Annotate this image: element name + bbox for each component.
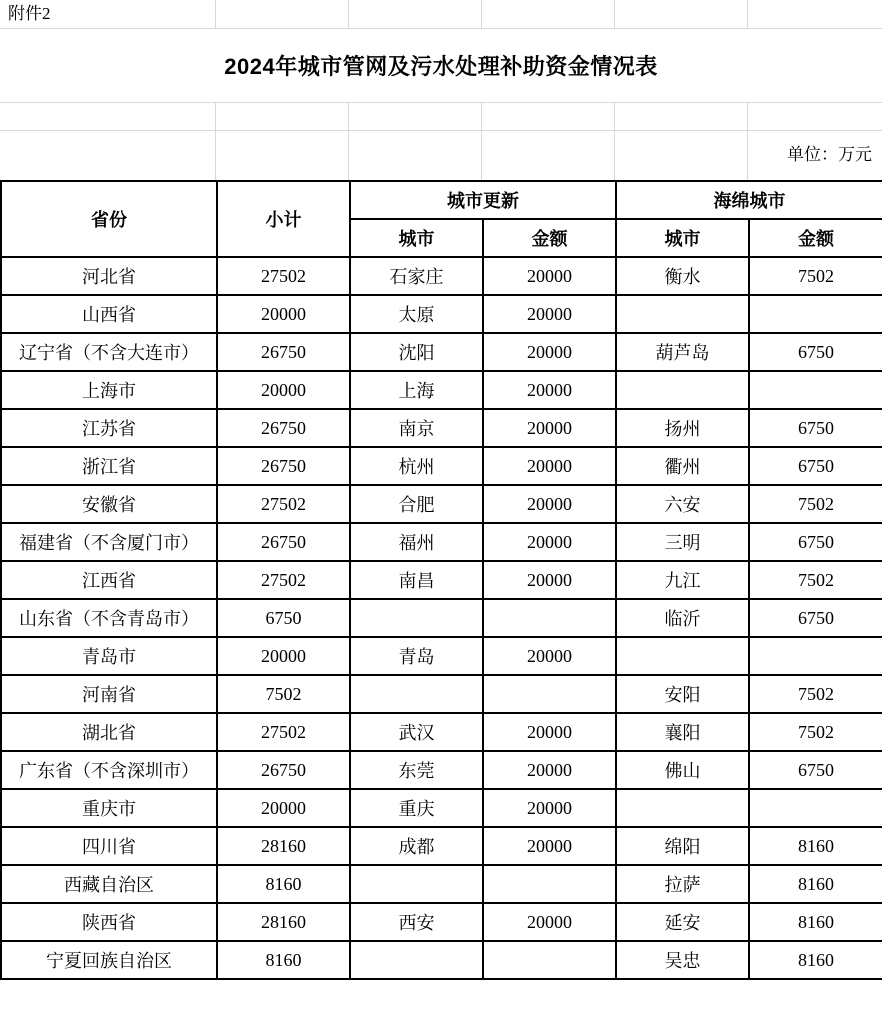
table-row bbox=[1, 257, 882, 295]
empty-grid-row bbox=[0, 103, 882, 131]
grid-cell bbox=[748, 103, 882, 130]
grid-cell bbox=[482, 131, 615, 180]
cell-province: 四川省 bbox=[1, 827, 217, 865]
cell-subtotal: 26750 bbox=[217, 751, 350, 789]
cell-ur-amount: 20000 bbox=[483, 523, 616, 561]
cell-sc-amount: 6750 bbox=[749, 523, 882, 561]
grid-cell bbox=[615, 131, 748, 180]
cell-sc-city bbox=[616, 371, 749, 409]
grid-cell bbox=[482, 0, 615, 28]
cell-sc-city: 六安 bbox=[616, 485, 749, 523]
cell-ur-city: 杭州 bbox=[350, 447, 483, 485]
cell-ur-city: 武汉 bbox=[350, 713, 483, 751]
table-row bbox=[1, 827, 882, 865]
grid-cell bbox=[748, 0, 882, 28]
cell-ur-amount: 20000 bbox=[483, 409, 616, 447]
cell-ur-city: 西安 bbox=[350, 903, 483, 941]
page-title: 2024年城市管网及污水处理补助资金情况表 bbox=[224, 54, 658, 79]
table-row bbox=[1, 903, 882, 941]
table-row bbox=[1, 941, 882, 979]
cell-sc-amount bbox=[749, 637, 882, 675]
cell-sc-city: 安阳 bbox=[616, 675, 749, 713]
cell-subtotal: 20000 bbox=[217, 789, 350, 827]
cell-ur-city: 合肥 bbox=[350, 485, 483, 523]
cell-subtotal: 26750 bbox=[217, 523, 350, 561]
cell-sc-amount: 8160 bbox=[749, 941, 882, 979]
header-urban-renewal: 城市更新 bbox=[350, 181, 616, 219]
table-row bbox=[1, 333, 882, 371]
cell-ur-city: 成都 bbox=[350, 827, 483, 865]
cell-subtotal: 27502 bbox=[217, 713, 350, 751]
cell-ur-city: 南昌 bbox=[350, 561, 483, 599]
cell-subtotal: 8160 bbox=[217, 941, 350, 979]
header-subtotal: 小计 bbox=[217, 181, 350, 257]
cell-province: 陕西省 bbox=[1, 903, 217, 941]
table-row bbox=[1, 675, 882, 713]
grid-cell bbox=[349, 103, 482, 130]
grid-cell bbox=[482, 103, 615, 130]
cell-subtotal: 7502 bbox=[217, 675, 350, 713]
cell-subtotal: 28160 bbox=[217, 903, 350, 941]
cell-ur-amount: 20000 bbox=[483, 485, 616, 523]
cell-sc-city: 衢州 bbox=[616, 447, 749, 485]
cell-sc-city: 襄阳 bbox=[616, 713, 749, 751]
table-row bbox=[1, 599, 882, 637]
table-row bbox=[1, 865, 882, 903]
header-sponge-city: 海绵城市 bbox=[616, 181, 882, 219]
cell-province: 上海市 bbox=[1, 371, 217, 409]
cell-province: 山西省 bbox=[1, 295, 217, 333]
table-row bbox=[1, 371, 882, 409]
cell-sc-amount bbox=[749, 371, 882, 409]
cell-ur-amount: 20000 bbox=[483, 789, 616, 827]
cell-ur-city: 太原 bbox=[350, 295, 483, 333]
unit-row bbox=[0, 131, 882, 180]
cell-ur-city: 福州 bbox=[350, 523, 483, 561]
cell-sc-city: 吴忠 bbox=[616, 941, 749, 979]
cell-sc-amount: 6750 bbox=[749, 333, 882, 371]
cell-ur-amount: 20000 bbox=[483, 447, 616, 485]
cell-ur-amount: 20000 bbox=[483, 333, 616, 371]
cell-ur-amount: 20000 bbox=[483, 713, 616, 751]
cell-province: 重庆市 bbox=[1, 789, 217, 827]
grid-cell bbox=[349, 0, 482, 28]
cell-subtotal: 26750 bbox=[217, 409, 350, 447]
cell-sc-city: 三明 bbox=[616, 523, 749, 561]
grid-cell bbox=[0, 103, 216, 130]
table-body bbox=[1, 257, 882, 979]
cell-ur-amount: 20000 bbox=[483, 751, 616, 789]
cell-ur-city: 南京 bbox=[350, 409, 483, 447]
cell-subtotal: 6750 bbox=[217, 599, 350, 637]
cell-sc-amount: 6750 bbox=[749, 751, 882, 789]
cell-ur-amount: 20000 bbox=[483, 257, 616, 295]
unit-label: 单位：万元 bbox=[787, 145, 872, 164]
cell-province: 广东省（不含深圳市） bbox=[1, 751, 217, 789]
cell-subtotal: 26750 bbox=[217, 333, 350, 371]
table-row bbox=[1, 409, 882, 447]
table-row bbox=[1, 713, 882, 751]
table-header bbox=[1, 181, 882, 257]
grid-cell bbox=[216, 103, 349, 130]
cell-province: 宁夏回族自治区 bbox=[1, 941, 217, 979]
cell-sc-amount: 8160 bbox=[749, 865, 882, 903]
cell-ur-amount bbox=[483, 865, 616, 903]
cell-sc-amount: 7502 bbox=[749, 713, 882, 751]
cell-sc-amount: 7502 bbox=[749, 485, 882, 523]
cell-province: 西藏自治区 bbox=[1, 865, 217, 903]
cell-province: 湖北省 bbox=[1, 713, 217, 751]
cell-sc-amount: 6750 bbox=[749, 447, 882, 485]
table-row bbox=[1, 561, 882, 599]
cell-ur-city bbox=[350, 599, 483, 637]
cell-subtotal: 20000 bbox=[217, 637, 350, 675]
table-row bbox=[1, 447, 882, 485]
grid-cell bbox=[216, 131, 349, 180]
cell-province: 浙江省 bbox=[1, 447, 217, 485]
table-row bbox=[1, 751, 882, 789]
cell-province: 青岛市 bbox=[1, 637, 217, 675]
cell-subtotal: 27502 bbox=[217, 257, 350, 295]
grid-cell bbox=[615, 0, 748, 28]
cell-sc-amount: 6750 bbox=[749, 599, 882, 637]
cell-ur-amount bbox=[483, 599, 616, 637]
cell-subtotal: 26750 bbox=[217, 447, 350, 485]
cell-sc-city: 延安 bbox=[616, 903, 749, 941]
cell-ur-amount: 20000 bbox=[483, 637, 616, 675]
cell-subtotal: 20000 bbox=[217, 371, 350, 409]
cell-ur-amount: 20000 bbox=[483, 903, 616, 941]
cell-sc-amount bbox=[749, 789, 882, 827]
grid-cell bbox=[0, 131, 216, 180]
cell-ur-city: 东莞 bbox=[350, 751, 483, 789]
header-sc-amount: 金额 bbox=[749, 219, 882, 257]
cell-ur-city bbox=[350, 675, 483, 713]
table-row bbox=[1, 789, 882, 827]
cell-province: 江西省 bbox=[1, 561, 217, 599]
cell-province: 福建省（不含厦门市） bbox=[1, 523, 217, 561]
cell-sc-city: 扬州 bbox=[616, 409, 749, 447]
cell-sc-amount: 8160 bbox=[749, 827, 882, 865]
grid-cell bbox=[349, 131, 482, 180]
cell-ur-amount: 20000 bbox=[483, 295, 616, 333]
attachment-label: 附件2 bbox=[0, 0, 216, 28]
cell-province: 安徽省 bbox=[1, 485, 217, 523]
table-row bbox=[1, 523, 882, 561]
table-row bbox=[1, 485, 882, 523]
cell-sc-city: 衡水 bbox=[616, 257, 749, 295]
cell-ur-amount bbox=[483, 675, 616, 713]
cell-sc-amount: 7502 bbox=[749, 257, 882, 295]
cell-sc-city: 佛山 bbox=[616, 751, 749, 789]
cell-ur-city: 石家庄 bbox=[350, 257, 483, 295]
cell-subtotal: 27502 bbox=[217, 485, 350, 523]
cell-sc-city: 临沂 bbox=[616, 599, 749, 637]
top-row-attachment bbox=[0, 0, 882, 29]
header-ur-amount: 金额 bbox=[483, 219, 616, 257]
cell-sc-amount: 7502 bbox=[749, 675, 882, 713]
header-province: 省份 bbox=[1, 181, 217, 257]
header-row-groups bbox=[1, 181, 882, 219]
table-row bbox=[1, 295, 882, 333]
table-row bbox=[1, 637, 882, 675]
cell-ur-amount bbox=[483, 941, 616, 979]
cell-sc-city: 绵阳 bbox=[616, 827, 749, 865]
cell-ur-amount: 20000 bbox=[483, 561, 616, 599]
cell-province: 河南省 bbox=[1, 675, 217, 713]
cell-ur-city: 上海 bbox=[350, 371, 483, 409]
cell-sc-city: 九江 bbox=[616, 561, 749, 599]
cell-sc-amount: 7502 bbox=[749, 561, 882, 599]
cell-ur-city: 重庆 bbox=[350, 789, 483, 827]
cell-province: 河北省 bbox=[1, 257, 217, 295]
cell-subtotal: 28160 bbox=[217, 827, 350, 865]
cell-subtotal: 8160 bbox=[217, 865, 350, 903]
cell-ur-amount: 20000 bbox=[483, 827, 616, 865]
cell-ur-city: 沈阳 bbox=[350, 333, 483, 371]
grid-cell bbox=[615, 103, 748, 130]
header-sc-city: 城市 bbox=[616, 219, 749, 257]
title-row bbox=[0, 29, 882, 103]
cell-province: 江苏省 bbox=[1, 409, 217, 447]
header-ur-city: 城市 bbox=[350, 219, 483, 257]
cell-sc-city bbox=[616, 295, 749, 333]
subsidy-table bbox=[0, 180, 882, 980]
cell-ur-city bbox=[350, 865, 483, 903]
cell-sc-amount: 6750 bbox=[749, 409, 882, 447]
cell-subtotal: 20000 bbox=[217, 295, 350, 333]
cell-sc-city bbox=[616, 789, 749, 827]
cell-subtotal: 27502 bbox=[217, 561, 350, 599]
cell-sc-amount: 8160 bbox=[749, 903, 882, 941]
cell-sc-city bbox=[616, 637, 749, 675]
cell-province: 山东省（不含青岛市） bbox=[1, 599, 217, 637]
cell-province: 辽宁省（不含大连市） bbox=[1, 333, 217, 371]
cell-sc-amount bbox=[749, 295, 882, 333]
cell-sc-city: 拉萨 bbox=[616, 865, 749, 903]
cell-ur-amount: 20000 bbox=[483, 371, 616, 409]
cell-ur-city bbox=[350, 941, 483, 979]
cell-ur-city: 青岛 bbox=[350, 637, 483, 675]
grid-cell bbox=[216, 0, 349, 28]
cell-sc-city: 葫芦岛 bbox=[616, 333, 749, 371]
